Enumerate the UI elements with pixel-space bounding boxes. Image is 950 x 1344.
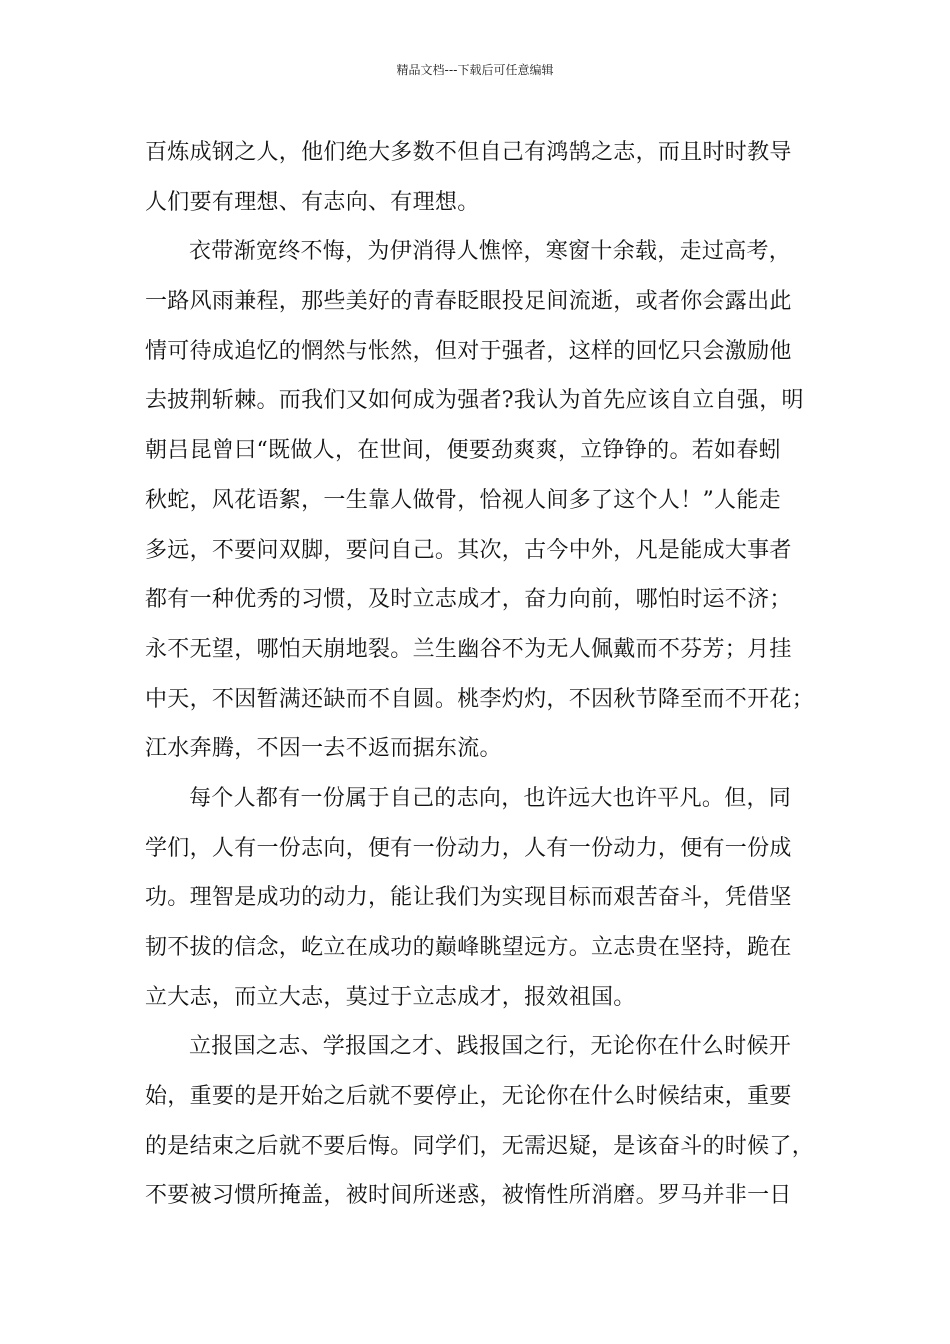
text-line: 情可待成追忆的惘然与怅然，但对于强者，这样的回忆只会激励他: [145, 338, 792, 364]
text-line: 永不无望，哪怕天崩地裂。兰生幽谷不为无人佩戴而不芬芳；月挂: [145, 636, 792, 662]
text-line: 功。理智是成功的动力，能让我们为实现目标而艰苦奋斗，凭借坚: [145, 885, 792, 911]
text-line: 秋蛇，风花语絮，一生靠人做骨，恰视人间多了这个人！”人能走: [145, 487, 781, 513]
text-line: 学们，人有一份志向，便有一份动力，人有一份动力，便有一份成: [145, 835, 792, 861]
text-line: 去披荆斩棘。而我们又如何成为强者?我认为首先应该自立自强，明: [145, 388, 804, 414]
text-line: 的是结束之后就不要后悔。同学们，无需迟疑，是该奋斗的时候了，: [145, 1133, 815, 1159]
text-line: 韧不拔的信念，屹立在成功的巅峰眺望远方。立志贵在坚持，跪在: [145, 935, 792, 960]
text-line: 始，重要的是开始之后就不要停止，无论你在什么时候结束，重要: [145, 1084, 792, 1110]
paragraph-start-line: 每个人都有一份属于自己的志向，也许远大也许平凡。但，同: [189, 785, 792, 811]
page-header: 精品文档---下载后可任意编辑: [396, 63, 554, 77]
text-line: 朝吕昆曾曰“既做人，在世间，便要劲爽爽，立铮铮的。若如春蚓: [145, 438, 781, 464]
text-line: 不要被习惯所掩盖，被时间所迷惑，被惰性所消磨。罗马并非一日: [145, 1183, 792, 1209]
text-line: 都有一种优秀的习惯，及时立志成才，奋力向前，哪怕时运不济；: [145, 587, 792, 613]
paragraph-start-line: 衣带渐宽终不悔，为伊消得人憔悴，寒窗十余载，走过高考，: [189, 239, 792, 265]
text-line: 多远，不要问双脚，要问自己。其次，古今中外，凡是能成大事者: [145, 537, 792, 563]
text-line: 一路风雨兼程，那些美好的青春眨眼投足间流逝，或者你会露出此: [145, 289, 792, 315]
text-line: 立大志，而立大志，莫过于立志成才，报效祖国。: [145, 984, 636, 1010]
paragraph-start-line: 立报国之志、学报国之才、践报国之行，无论你在什么时候开: [189, 1034, 792, 1060]
text-line: 人们要有理想、有志向、有理想。: [145, 189, 480, 215]
document-body: [145, 128, 825, 1221]
text-line: 中天，不因暂满还缺而不自圆。桃李灼灼，不因秋节降至而不开花；: [145, 686, 815, 712]
text-line: 江水奔腾，不因一去不返而据东流。: [145, 736, 502, 762]
text-line: 百炼成钢之人，他们绝大多数不但自己有鸿鹄之志，而且时时教导: [145, 140, 792, 165]
